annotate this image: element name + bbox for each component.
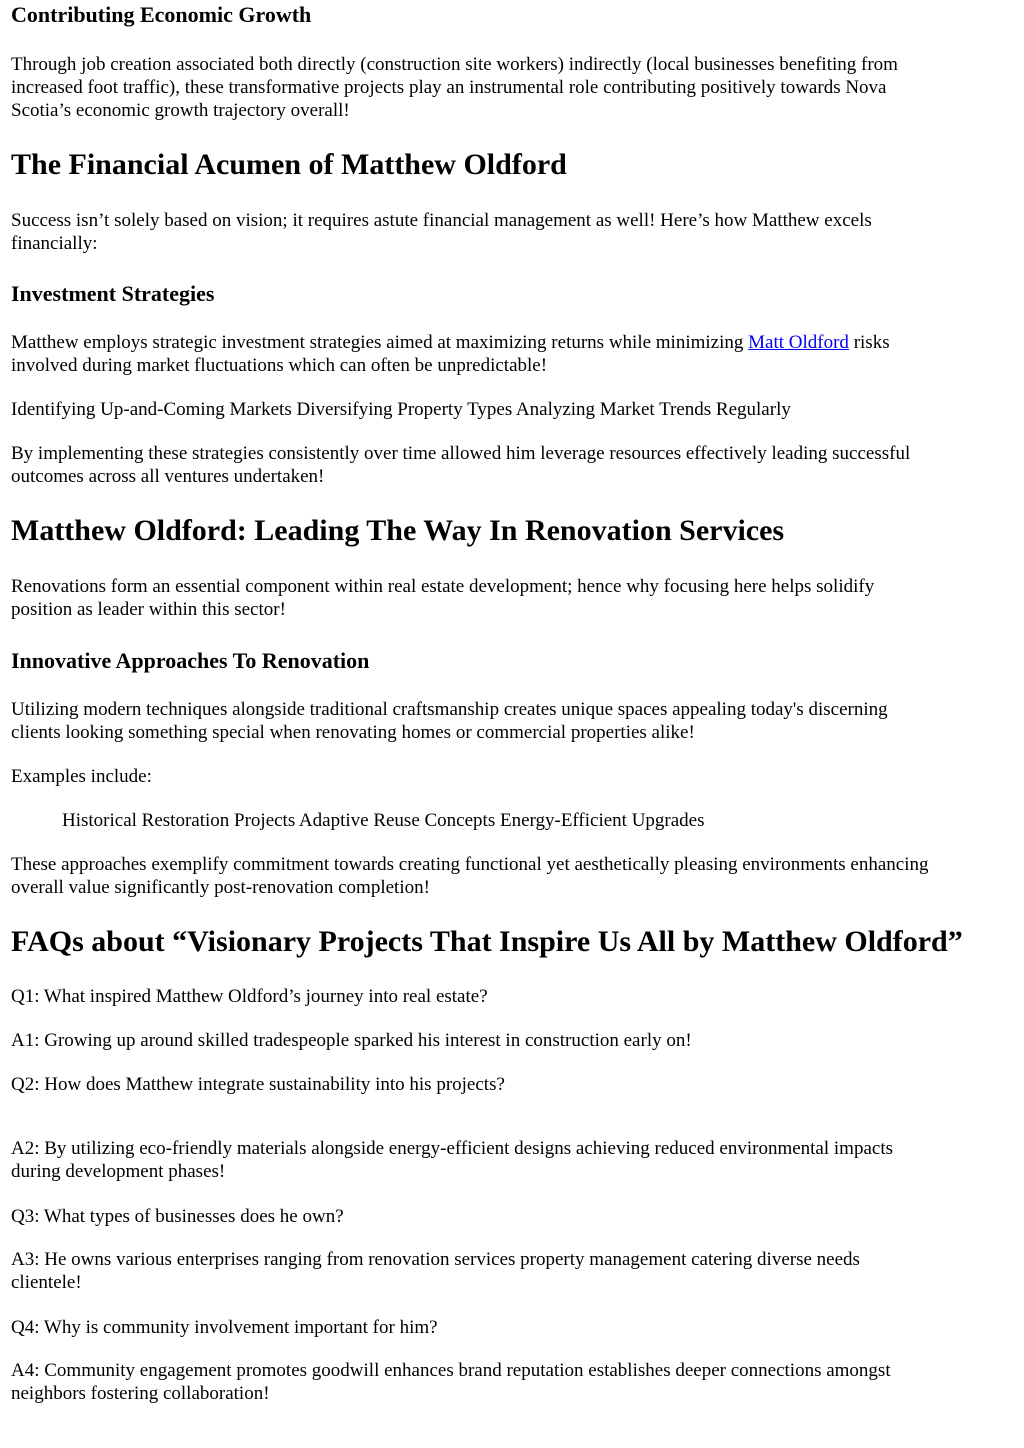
investment-para-line-1 — [11, 331, 890, 354]
faq-answer-3-line-2: clientele! — [11, 1272, 82, 1293]
strategies-result-line-2: outcomes across all ventures undertaken! — [11, 466, 325, 487]
investment-para-text-before-link: Matthew employs strategic investment strategies aimed at maximizing returns while minimizing — [11, 332, 749, 353]
matt-oldford-link[interactable]: Matt Oldford — [748, 332, 849, 353]
examples-label: Examples include: — [11, 766, 152, 787]
investment-para-text-after-link: risks — [848, 332, 890, 353]
heading-faqs: FAQs about “Visionary Projects That Inspire Us All by Matthew Oldford” — [11, 925, 963, 958]
examples-list: Historical Restoration Projects Adaptive Reuse Concepts Energy-Efficient Upgrades — [62, 810, 705, 831]
financial-intro-line-1: Success isn’t solely based on vision; it requires astute financial management as well! Here’s how Matthew excels — [11, 210, 872, 231]
strategies-result-line-1: By implementing these strategies consistently over time allowed him leverage resources effectively leading successful — [11, 443, 911, 464]
faq-question-1: Q1: What inspired Matthew Oldford’s journey into real estate? — [11, 986, 488, 1007]
growth-para-line-2: increased foot traffic), these transformative projects play an instrumental role contributing positively towards Nova — [11, 77, 887, 98]
faq-answer-4-line-2: neighbors fostering collaboration! — [11, 1383, 270, 1404]
faq-answer-1: A1: Growing up around skilled tradespeople sparked his interest in construction early on! — [11, 1030, 692, 1051]
heading-investment-strategies: Investment Strategies — [11, 281, 215, 306]
approaches-para-line-1: Utilizing modern techniques alongside traditional craftsmanship creates unique spaces appealing today's discerning — [11, 699, 888, 720]
heading-renovation-services: Matthew Oldford: Leading The Way In Renovation Services — [11, 514, 785, 547]
renovation-intro-line-2: position as leader within this sector! — [11, 599, 286, 620]
faq-question-2: Q2: How does Matthew integrate sustainability into his projects? — [11, 1074, 505, 1095]
faq-question-3: Q3: What types of businesses does he own? — [11, 1206, 344, 1227]
growth-para-line-1: Through job creation associated both directly (construction site workers) indirectly (local businesses benefiting from — [11, 54, 898, 75]
financial-intro-line-2: financially: — [11, 233, 98, 254]
faq-answer-4-line-1: A4: Community engagement promotes goodwill enhances brand reputation establishes deeper connections amongst — [11, 1360, 891, 1381]
approaches-summary-line-1: These approaches exemplify commitment towards creating functional yet aesthetically pleasing environments enhancing — [11, 854, 929, 875]
approaches-summary-line-2: overall value significantly post-renovation completion! — [11, 877, 430, 898]
heading-economic-growth: Contributing Economic Growth — [11, 2, 312, 27]
faq-question-4: Q4: Why is community involvement important for him? — [11, 1317, 438, 1338]
approaches-para-line-2: clients looking something special when renovating homes or commercial properties alike! — [11, 722, 695, 743]
faq-answer-2-line-2: during development phases! — [11, 1161, 226, 1182]
heading-financial-acumen: The Financial Acumen of Matthew Oldford — [11, 148, 567, 181]
investment-strategies-list: Identifying Up-and-Coming Markets Diversifying Property Types Analyzing Market Trends Regularly — [11, 399, 791, 420]
renovation-intro-line-1: Renovations form an essential component within real estate development; hence why focusing here helps solidify — [11, 576, 875, 597]
faq-answer-2-line-1: A2: By utilizing eco-friendly materials alongside energy-efficient designs achieving reduced environmental impacts — [11, 1138, 893, 1159]
investment-para-line-2: involved during market fluctuations which can often be unpredictable! — [11, 355, 548, 376]
heading-innovative-approaches: Innovative Approaches To Renovation — [11, 648, 370, 673]
growth-para-line-3: Scotia’s economic growth trajectory overall! — [11, 100, 350, 121]
faq-answer-3-line-1: A3: He owns various enterprises ranging from renovation services property management catering diverse needs — [11, 1249, 860, 1270]
